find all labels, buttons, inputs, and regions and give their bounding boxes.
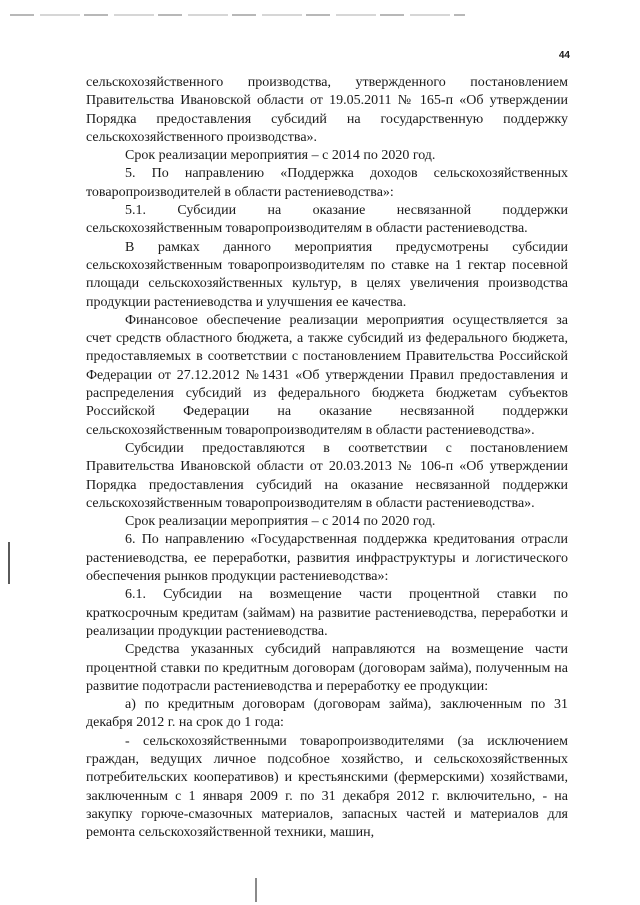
paragraph-13: - сельскохозяйственными товаропроизводителями (за исключением граждан, ведущих личное подсобное хозяйство, и сельскохозяйственных потребительских кооперативов) и крестьянскими (фермерскими) хозяйствами, заключенным с 1 января 2009 г. по 31 декабря 2012 г. включительно, - на закупку горюче-смазочных материалов, запасных частей и материалов для ремонта сельскохозяйственной техники, машин, xyxy=(86,733,568,841)
paragraph-4: 5.1. Субсидии на оказание несвязанной поддержки сельскохозяйственным товаропроизводителям в области растениеводства. xyxy=(86,203,568,237)
paragraph-6: Финансовое обеспечение реализации мероприятия осуществляется за счет средств областного бюджета, а также субсидий из федерального бюджета, предоставляемых в соответствии с постановлением Правительства Российской Федерации от 27.12.2012 №1431 «Об утверждении Правил предоставления и распределения субсидий из федерального бюджета бюджетам субъектов Российской Федерации на оказание несвязанной поддержки сельскохозяйственным товаропроизводителям в области растениеводства». xyxy=(86,312,568,438)
scan-artifact-top xyxy=(10,14,465,16)
paragraph-2: Срок реализации мероприятия – с 2014 по 2020 год. xyxy=(125,148,436,164)
page-number: 44 xyxy=(558,50,570,61)
paragraph-9: 6. По направлению «Государственная поддержка кредитования отрасли растениеводства, ее переработки, развития инфраструктуры и логистического обеспечения рынков продукции растениеводства»: xyxy=(86,532,568,585)
scan-artifact-left xyxy=(8,542,10,584)
paragraph-5: В рамках данного мероприятия предусмотрены субсидии сельскохозяйственным товаропроизводителям по ставке на 1 гектар посевной площади сельскохозяйственных культур, в целях увеличения производства продукции растениеводства и улучшения ее качества. xyxy=(86,239,568,310)
paragraph-8: Срок реализации мероприятия – с 2014 по 2020 год. xyxy=(125,514,436,530)
paragraph-7: Субсидии предоставляются в соответствии с постановлением Правительства Ивановской области от 20.03.2013 № 106-п «Об утверждении Порядка предоставления субсидий на оказание несвязанной поддержки сельскохозяйственным товаропроизводителям в области растениеводства». xyxy=(86,440,568,511)
paragraph-3: 5. По направлению «Поддержка доходов сельскохозяйственных товаропроизводителей в области растениеводства»: xyxy=(86,166,568,200)
paragraph-12: а) по кредитным договорам (договорам займа), заключенным по 31 декабря 2012 г. на срок до 1 года: xyxy=(86,697,568,731)
paragraph-1: сельскохозяйственного производства, утвержденного постановлением Правительства Ивановской области от 19.05.2011 № 165-п «Об утверждении Порядка предоставления субсидий на государственную поддержку сельскохозяйственного производства». xyxy=(86,75,568,145)
document-body xyxy=(86,74,568,842)
paragraph-11: Средства указанных субсидий направляются на возмещение части процентной ставки по кредитным договорам (договорам займа), полученным на развитие подотрасли растениеводства и переработку ее продукции: xyxy=(86,642,568,694)
paragraph-10: 6.1. Субсидии на возмещение части процентной ставки по краткосрочным кредитам (займам) на развитие растениеводства, переработки и реализации продукции растениеводства. xyxy=(86,587,568,639)
scan-artifact-bottom xyxy=(255,878,257,902)
